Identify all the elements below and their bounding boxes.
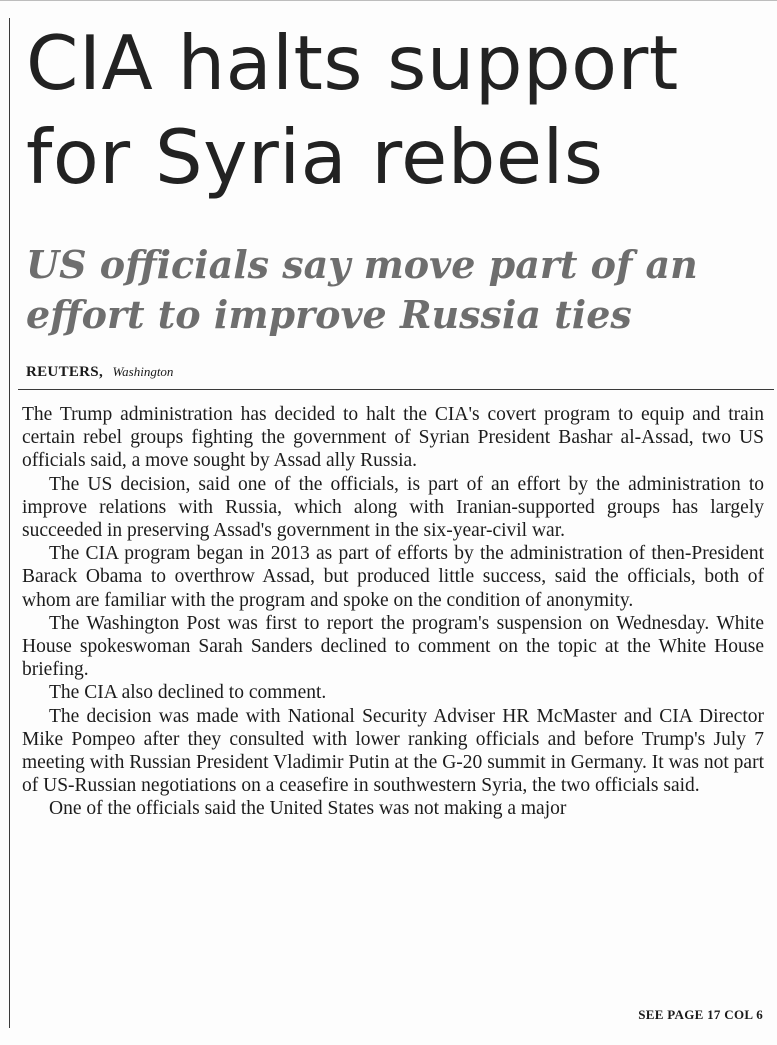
continuation-reference: SEE PAGE 17 COL 6 <box>638 1007 763 1022</box>
top-border <box>0 0 777 1</box>
article-paragraph: The US decision, said one of the officials, is part of an effort by the administration to improve relations with Russia, which along with Iranian-supported groups has largely succeeded in preserving Assad's government in the six-year-civil war. <box>22 473 764 542</box>
article-paragraph: The Trump administration has decided to halt the CIA's covert program to equip and train certain rebel groups fighting the government of Syrian President Bashar al-Assad, two US officials said, a move sought by Assad ally Russia. <box>22 404 764 472</box>
byline-divider <box>18 389 774 390</box>
article-paragraph: The Washington Post was first to report the program's suspension on Wednesday. White House spokeswoman Sarah Sanders declined to comment on the topic at the White House briefing. <box>22 612 764 681</box>
column-rule <box>9 18 10 1028</box>
article-paragraph: The CIA also declined to comment. <box>49 682 327 704</box>
article-paragraph: The CIA program began in 2013 as part of efforts by the administration of then-President Barack Obama to overthrow Assad, but produced little success, said the officials, both of whom are familiar with the program and spoke on the condition of anonymity. <box>22 543 764 611</box>
byline-location: Washington <box>112 364 174 379</box>
byline-agency: REUTERS, <box>26 364 104 380</box>
byline <box>26 362 173 383</box>
article-paragraph: The decision was made with National Security Adviser HR McMaster and CIA Director Mike Pompeo after they consulted with lower ranking officials and before Trump's July 7 meeting with Russian President Vladimir Putin at the G-20 summit in Germany. It was not part of US-Russian negotiations on a ceasefire in southwestern Syria, the two officials said. <box>22 705 764 797</box>
subheadline: US officials say move part of an effort to improve Russia ties <box>26 242 698 337</box>
headline: CIA halts support for Syria rebels <box>26 19 679 201</box>
article-body <box>22 403 764 821</box>
article-paragraph: One of the officials said the United States was not making a major <box>49 798 567 820</box>
